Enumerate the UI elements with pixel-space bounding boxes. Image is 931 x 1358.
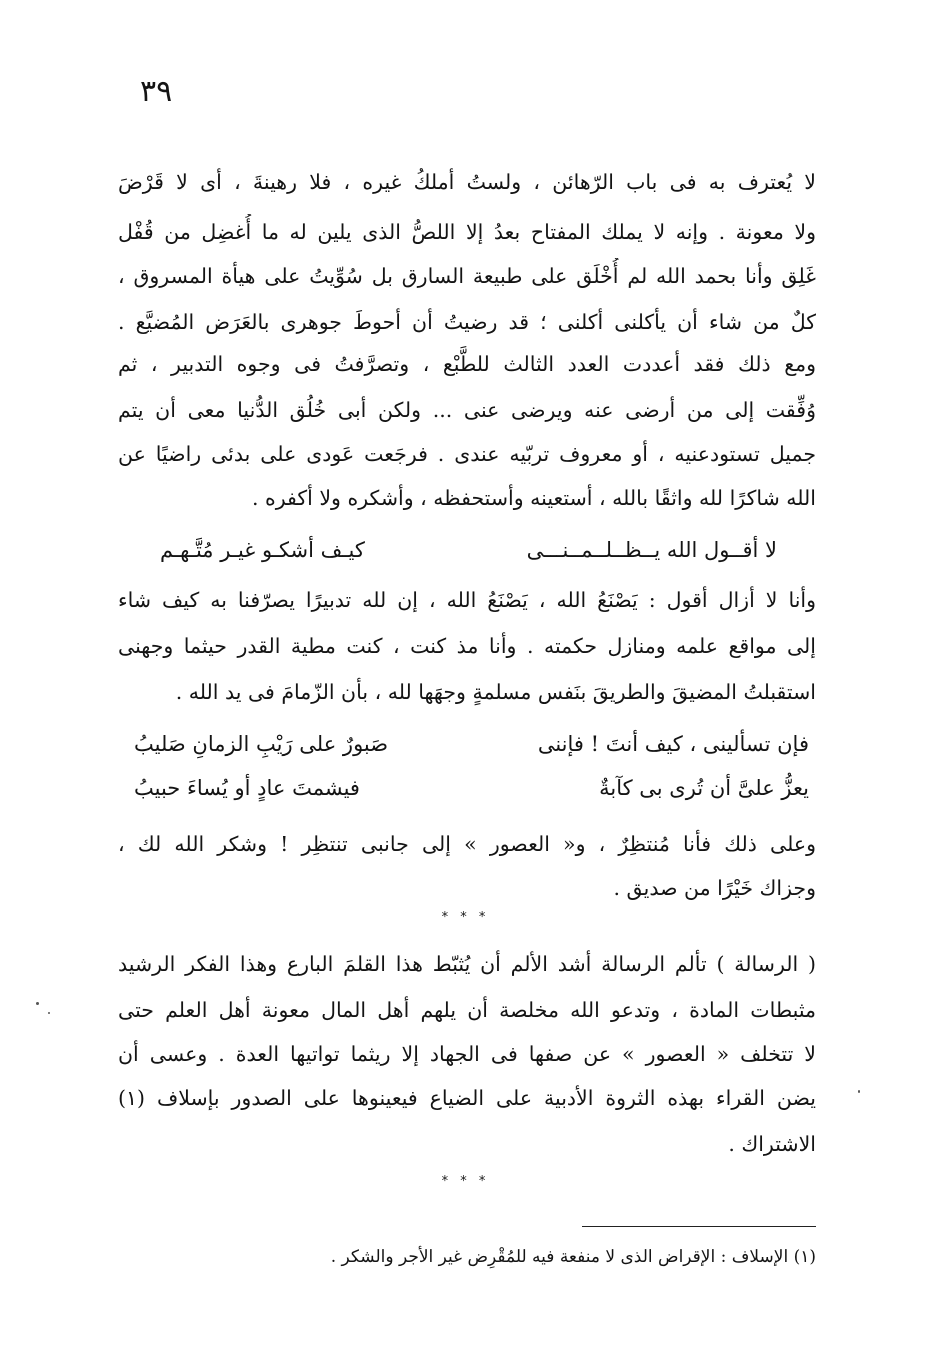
paragraph-5-line-4: يضن القراء بهذه الثروة الأدبية على الضياع فيعينوها على الصدور بإسلاف (١)	[118, 1086, 816, 1110]
paragraph-1-line-2: ولا معونة . وإنه لا يملك المفتاح بعدُ إلا اللصُّ الذى يلين له ما أُغضِل من قُفْل	[118, 220, 816, 244]
paragraph-2-line-3: جميل تستودعنيه ، أو معروف تربّيه عندى . فرجَعت عَودى على بدئى راضيًا عن	[118, 442, 816, 466]
page-number: ٣٩	[140, 74, 173, 109]
scan-speck	[48, 1012, 50, 1014]
paragraph-2-line-2: وُفِّقت إلى من أرضى عنه ويرضى عنى ... ولكن أبى خُلُق الدُّنيا معى أن يتم	[118, 398, 816, 422]
paragraph-3-line-3: استقبلتُ المضيقَ والطريقَ بنَفس مسلمةٍ وجهَها لله ، بأن الزّمامَ فى يد الله .	[175, 680, 816, 704]
footnote: (١) الإسلاف : الإقراض الذى لا منفعة فيه للمُقْرِض غير الأجر والشكر .	[330, 1247, 816, 1267]
verse-2-line-1-right-hemistich: فإن تسألينى ، كيف أنتَ ! فإننى	[537, 732, 809, 756]
paragraph-5-line-1: ( الرسالة ) تألم الرسالة أشد الألم أن يُثبّط هذا القلمَ البارع وهذا الفكر الرشيد	[118, 952, 816, 976]
paragraph-1-line-1: لا يُعترف به فى باب الرّهائن ، ولستُ أملكُ غيره ، فلا رهينةَ ، أى لا قَرْضَ	[118, 170, 816, 194]
paragraph-3-line-2: إلى مواقع علمه ومنازل حكمته . وأنا مذ كنت ، كنت مطية القدر حيثما وجهنى	[118, 634, 816, 658]
paragraph-2-line-1: ومع ذلك فقد أعددت العدد الثالث للطَّبْع ، وتصرَّفتُ فى وجوه التدبير ، ثم	[118, 352, 816, 376]
paragraph-5-line-2: مثبطات المادة ، وتدعو الله مخلصة أن يلهم أهل المال معونة أهل العلم حتى	[118, 998, 816, 1022]
paragraph-5-line-5: الاشتراك .	[728, 1132, 816, 1156]
paragraph-4-line-2: وجزاك خَيْرًا من صديق .	[613, 876, 816, 900]
verse-2-line-1-left-hemistich: صَبورٌ على رَيْبِ الزمانِ صَليبُ	[134, 732, 389, 756]
scan-speck	[36, 1002, 39, 1005]
paragraph-1-line-3: غَلِق وأنا بحمد الله لم أُخْلَق على طبيعة السارق بل سُوِّيتُ على هيأة المسروق ،	[118, 264, 816, 288]
verse-2-line-2-left-hemistich: فيشمتَ عادٍ أو يُساءَ حبيبُ	[134, 776, 360, 800]
section-separator-1: * * *	[441, 910, 490, 925]
paragraph-3-line-1: وأنا لا أزال أقول : يَصْنَعُ الله ، يَصْنَعُ الله ، إن لله تدبيرًا يصرّفنا به كيف شاء	[118, 588, 816, 612]
verse-1-right-hemistich: لا أقــول الله يــظــلــمــنـــى	[526, 538, 777, 562]
section-separator-2: * * *	[441, 1174, 490, 1189]
scan-speck	[858, 1090, 860, 1093]
paragraph-4-line-1: وعلى ذلك فأنا مُنتظِرٌ ، و« العصور » إلى جانبى تنتظِر ! وشكر الله لك ،	[118, 832, 816, 856]
paragraph-5-line-3: لا تتخلف « العصور » عن صفها فى الجهاد إلا ريثما تواتيها العدة . وعسى أن	[118, 1042, 816, 1066]
verse-2-line-2-right-hemistich: يعزُّ علىَّ أن تُرى بى كآبةٌ	[599, 776, 809, 800]
verse-1-left-hemistich: كيـف أشكـو غيـر مُتَّـهـم	[160, 538, 365, 562]
paragraph-2-line-4: الله شاكرًا لله واثقًا بالله ، أستعينه وأستحفظه ، وأشكره ولا أكفره .	[251, 486, 816, 510]
footnote-divider	[582, 1226, 816, 1227]
paragraph-1-line-4: كلٌ من شاء أن يأكلنى أكلنى ؛ قد رضيتُ أن أحوطَ جوهرى بالعَرَض المُضيَّع .	[118, 310, 816, 334]
